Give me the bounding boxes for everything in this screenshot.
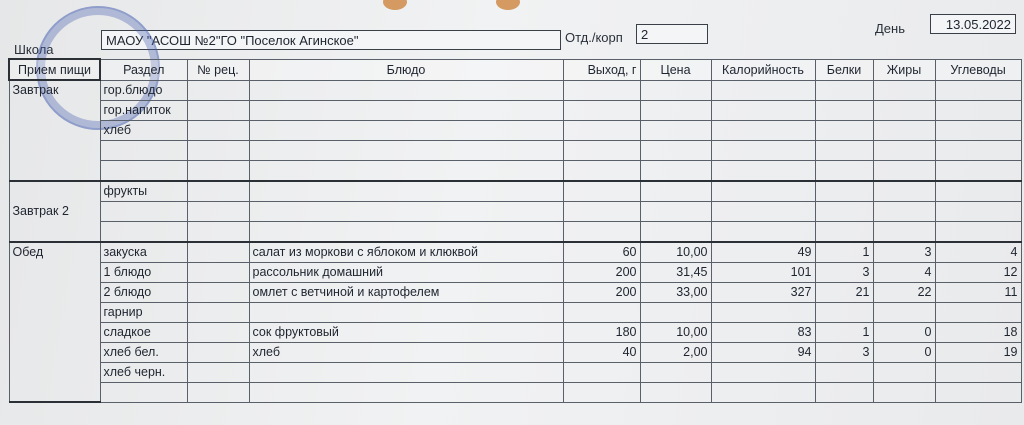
kcal-cell: 83 xyxy=(711,322,815,342)
section-cell xyxy=(100,201,187,221)
price-cell: 10,00 xyxy=(640,242,711,263)
table-row xyxy=(9,221,1021,242)
paper-spot xyxy=(383,0,407,10)
fat-cell: 3 xyxy=(873,242,935,263)
table-row xyxy=(9,262,1021,282)
section-cell xyxy=(100,221,187,242)
price-cell: 10,00 xyxy=(640,322,711,342)
school-label: Школа xyxy=(14,42,54,57)
table-row xyxy=(9,120,1021,140)
col-header: Раздел xyxy=(100,59,187,80)
table-row xyxy=(9,322,1021,342)
section-cell: сладкое xyxy=(100,322,187,342)
meal-name: Обед xyxy=(9,242,100,403)
col-header: Блюдо xyxy=(249,59,563,80)
price-cell: 31,45 xyxy=(640,262,711,282)
yield-cell: 200 xyxy=(563,262,640,282)
section-cell: закуска xyxy=(100,242,187,263)
carbs-cell: 12 xyxy=(935,262,1021,282)
table-row xyxy=(9,80,1021,100)
menu-table xyxy=(8,58,1022,403)
protein-cell: 1 xyxy=(815,322,873,342)
table-row xyxy=(9,302,1021,322)
carbs-cell: 11 xyxy=(935,282,1021,302)
col-header: Углеводы xyxy=(935,59,1021,80)
dish-cell: хлеб xyxy=(249,342,563,362)
fat-cell: 4 xyxy=(873,262,935,282)
section-cell: гор.блюдо xyxy=(100,80,187,100)
table-row xyxy=(9,140,1021,160)
meal-name: Завтрак 2 xyxy=(9,181,100,242)
yield-cell: 60 xyxy=(563,242,640,263)
section-cell: хлеб черн. xyxy=(100,362,187,382)
section-cell: хлеб бел. xyxy=(100,342,187,362)
col-header: Калорийность xyxy=(711,59,815,80)
table-row xyxy=(9,181,1021,202)
section-cell: гор.напиток xyxy=(100,100,187,120)
dish-cell: салат из моркови с яблоком и клюквой xyxy=(249,242,563,263)
fat-cell: 0 xyxy=(873,342,935,362)
fat-cell: 22 xyxy=(873,282,935,302)
yield-cell: 40 xyxy=(563,342,640,362)
meal-name: Завтрак xyxy=(9,80,100,181)
table-row xyxy=(9,242,1021,263)
table-row xyxy=(9,201,1021,221)
dish-cell: омлет с ветчиной и картофелем xyxy=(249,282,563,302)
fat-cell: 0 xyxy=(873,322,935,342)
kcal-cell: 101 xyxy=(711,262,815,282)
section-cell: фрукты xyxy=(100,181,187,202)
table-row xyxy=(9,282,1021,302)
kcal-cell: 94 xyxy=(711,342,815,362)
col-header: Жиры xyxy=(873,59,935,80)
col-header: Цена xyxy=(640,59,711,80)
section-cell xyxy=(100,160,187,181)
section-cell xyxy=(100,382,187,402)
table-row xyxy=(9,100,1021,120)
table-row xyxy=(9,342,1021,362)
section-cell: хлеб xyxy=(100,120,187,140)
dept-field: 2 xyxy=(636,24,708,44)
date-field: 13.05.2022 xyxy=(930,14,1016,34)
dish-cell: сок фруктовый xyxy=(249,322,563,342)
protein-cell: 3 xyxy=(815,342,873,362)
protein-cell: 3 xyxy=(815,262,873,282)
section-cell: 2 блюдо xyxy=(100,282,187,302)
paper-spot xyxy=(496,0,520,10)
col-header: Прием пищи xyxy=(9,59,100,80)
price-cell: 33,00 xyxy=(640,282,711,302)
table-row xyxy=(9,382,1021,402)
protein-cell: 21 xyxy=(815,282,873,302)
price-cell: 2,00 xyxy=(640,342,711,362)
school-name-field: МАОУ "АСОШ №2"ГО "Поселок Агинское" xyxy=(101,30,561,50)
table-row xyxy=(9,362,1021,382)
dish-cell: рассольник домашний xyxy=(249,262,563,282)
carbs-cell: 18 xyxy=(935,322,1021,342)
col-header: Белки xyxy=(815,59,873,80)
kcal-cell: 327 xyxy=(711,282,815,302)
section-cell: гарнир xyxy=(100,302,187,322)
carbs-cell: 19 xyxy=(935,342,1021,362)
protein-cell: 1 xyxy=(815,242,873,263)
yield-cell: 180 xyxy=(563,322,640,342)
section-cell: 1 блюдо xyxy=(100,262,187,282)
dept-label: Отд./корп xyxy=(565,30,623,45)
carbs-cell: 4 xyxy=(935,242,1021,263)
day-label: День xyxy=(875,21,905,36)
yield-cell: 200 xyxy=(563,282,640,302)
section-cell xyxy=(100,140,187,160)
col-header: Выход, г xyxy=(563,59,640,80)
table-header-row xyxy=(9,59,1021,80)
table-row xyxy=(9,160,1021,181)
col-header: № рец. xyxy=(187,59,249,80)
kcal-cell: 49 xyxy=(711,242,815,263)
